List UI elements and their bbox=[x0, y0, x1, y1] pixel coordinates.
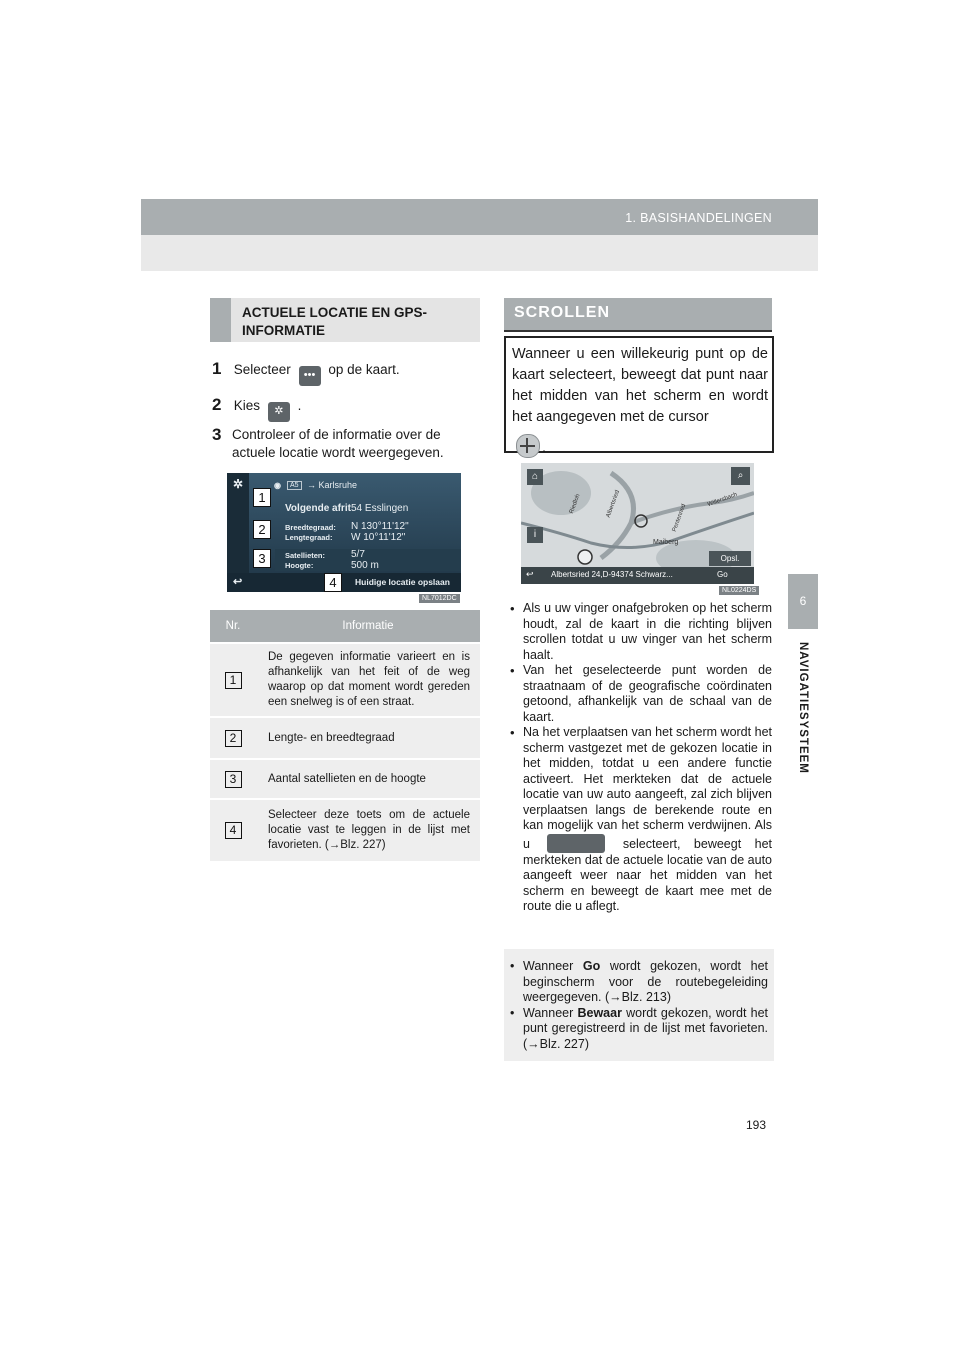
latitude-value: N 130°11'12" bbox=[351, 521, 409, 532]
callout-4: 4 bbox=[324, 573, 342, 592]
map-label: Maiberg bbox=[653, 539, 679, 546]
note-text: Wanneer u een willekeurig punt op de kaart selecteert, beweegt dat punt naar het midden van het scherm en wordt het aangegeven met de cursor bbox=[512, 346, 768, 425]
latitude-label: Breedtegraad: bbox=[285, 523, 336, 532]
step-text-after: op de kaart. bbox=[328, 362, 400, 377]
row-number-box: 1 bbox=[225, 672, 242, 689]
heading-text: ACTUELE LOCATIE EN GPS-INFORMATIE bbox=[242, 305, 428, 338]
step-number: 1 bbox=[212, 359, 222, 378]
row-number-box: 4 bbox=[225, 822, 242, 839]
bullet-item: • Van het geselecteerde punt worden de straatnaam of de geografische coördinaten getoond, afhankelijk van de schaal van de kaart. bbox=[510, 663, 772, 725]
info-box bbox=[504, 949, 774, 1061]
section-heading-scroll bbox=[504, 298, 772, 332]
map-label: Willersbach bbox=[706, 491, 739, 509]
callout-1: 1 bbox=[253, 488, 271, 507]
altitude-label: Hoogte: bbox=[285, 561, 314, 570]
altitude-value: 500 m bbox=[351, 560, 379, 571]
bullet-bold: Bewaar bbox=[577, 1005, 622, 1020]
page-header bbox=[141, 199, 818, 271]
step-1 bbox=[212, 360, 400, 386]
satellites-value: 5/7 bbox=[351, 549, 365, 560]
lock-icon[interactable]: ⌂ bbox=[527, 469, 543, 485]
row-text: De gegeven informatie varieert en is afhankelijk van het feit of de weg waarop op dat moment wordt gereden een snelweg is of een straat. bbox=[256, 643, 480, 717]
back-button-icon bbox=[547, 834, 605, 853]
longitude-value: W 10°11'12" bbox=[351, 532, 406, 543]
col-header-nr: Nr. bbox=[210, 610, 256, 643]
save-location-button[interactable]: Huidige locatie opslaan bbox=[355, 577, 450, 587]
table-header-row bbox=[210, 610, 480, 643]
next-exit-label: Volgende afrit bbox=[285, 503, 351, 514]
figure-code: NL0224DS bbox=[719, 586, 759, 595]
bullet-bold: Go bbox=[582, 959, 601, 973]
note-end: . bbox=[542, 440, 547, 456]
destination-text: → Karlsruhe bbox=[307, 480, 358, 490]
chapter-label: NAVIGATIESYSTEEM bbox=[797, 642, 809, 774]
satellites-label: Satellieten: bbox=[285, 551, 326, 560]
step-2 bbox=[212, 396, 301, 422]
bullet-item bbox=[510, 725, 772, 915]
callout-2: 2 bbox=[253, 520, 271, 539]
step-number: 3 bbox=[212, 425, 222, 444]
go-button[interactable]: Go bbox=[717, 570, 728, 579]
gear-icon[interactable]: ✲ bbox=[233, 477, 244, 491]
step-text: Controleer of de informatie over de actuele locatie wordt weergegeven. bbox=[232, 427, 444, 460]
cursor-icon bbox=[516, 434, 540, 458]
table-row bbox=[210, 759, 480, 799]
map-label: Albertsried bbox=[605, 489, 622, 519]
bullet-text: selecteert, beweegt het merkteken dat de actuele locatie van de auto aangeeft weer naar het midden van het scherm en beweegt de kaart mee met de route die u aflegt. bbox=[523, 836, 772, 913]
section-heading-gps bbox=[210, 298, 480, 342]
next-exit-value: 54 Esslingen bbox=[351, 503, 409, 514]
bullet-text: Na het verplaatsen van het scherm wordt het scherm vastgezet met de gekozen locatie in het midden, totdat u een andere functie activeert. Het merkteken dat de actuele locatie van uw auto aangeeft, zal zich blijven verplaatsen langs de berekende route en kan mogelijk van het scherm verdwijnen. Als u bbox=[523, 725, 772, 851]
back-arrow-icon[interactable]: ↩ bbox=[233, 576, 243, 588]
table-row bbox=[210, 643, 480, 717]
step-3 bbox=[212, 426, 480, 462]
road-badge: A5 bbox=[287, 481, 302, 490]
chapter-number-tab: 6 bbox=[788, 574, 818, 629]
step-text-after: . bbox=[297, 398, 302, 413]
table-row bbox=[210, 799, 480, 861]
step-number: 2 bbox=[212, 395, 222, 414]
map-label: Pentenried bbox=[671, 503, 688, 533]
scroll-bullets bbox=[510, 601, 772, 915]
heading-text: SCROLLEN bbox=[514, 304, 610, 321]
location-icon: ◉ bbox=[274, 481, 281, 490]
back-arrow-icon[interactable]: ↩ bbox=[526, 569, 534, 579]
more-options-icon: ••• bbox=[299, 366, 321, 386]
bullet-text: Wanneer bbox=[523, 1005, 578, 1020]
bullet-text: wordt gekozen, wordt het punt geregistreerd in de lijst met favorieten. (→Blz. 227) bbox=[523, 1005, 768, 1051]
step-text-before: Kies bbox=[233, 398, 261, 413]
bullet-item: • Als u uw vinger onafgebroken op het scherm houdt, zal de kaart in die richting blijven scrollen totdat u uw vinger van het scherm haalt. bbox=[510, 601, 772, 663]
bullet-text: Wanneer bbox=[523, 959, 583, 973]
row-text: Selecteer deze toets om de actuele locatie vast te leggen in de lijst met favorieten. (→Blz. 227) bbox=[256, 799, 480, 861]
row-number-box: 2 bbox=[225, 730, 242, 747]
row-text: Lengte- en breedtegraad bbox=[256, 717, 480, 759]
note-box bbox=[504, 336, 774, 456]
heading-bar bbox=[210, 298, 231, 342]
save-map-button[interactable]: Opsl. bbox=[709, 551, 751, 566]
page-number: 193 bbox=[746, 1118, 767, 1132]
bullet-text: wordt gekozen, wordt het beginscherm voor de routebegeleiding weergegeven. (→Blz. 213) bbox=[523, 959, 768, 1004]
bullet-item bbox=[510, 959, 768, 1006]
info-table bbox=[210, 610, 480, 861]
gps-info-screenshot bbox=[227, 473, 461, 592]
col-header-info: Informatie bbox=[256, 610, 480, 643]
longitude-label: Lengtegraad: bbox=[285, 533, 333, 542]
bullet-item bbox=[510, 1006, 768, 1053]
scroll-map-screenshot bbox=[521, 463, 754, 584]
section-title: 1. BASISHANDELINGEN bbox=[625, 211, 772, 225]
row-text: Aantal satellieten en de hoogte bbox=[256, 759, 480, 799]
figure-code: NL7012DC bbox=[419, 594, 460, 603]
table-row bbox=[210, 717, 480, 759]
row-number-box: 3 bbox=[225, 771, 242, 788]
step-text-before: Selecteer bbox=[233, 362, 291, 377]
info-icon[interactable]: i bbox=[527, 527, 543, 543]
callout-3: 3 bbox=[253, 549, 271, 568]
map-label: Riedloh bbox=[568, 493, 582, 515]
zoom-icon[interactable]: ⌕ bbox=[731, 467, 750, 485]
map-address: Albertsried 24,D-94374 Schwarz... bbox=[551, 570, 673, 579]
gear-icon: ✲ bbox=[268, 402, 290, 422]
